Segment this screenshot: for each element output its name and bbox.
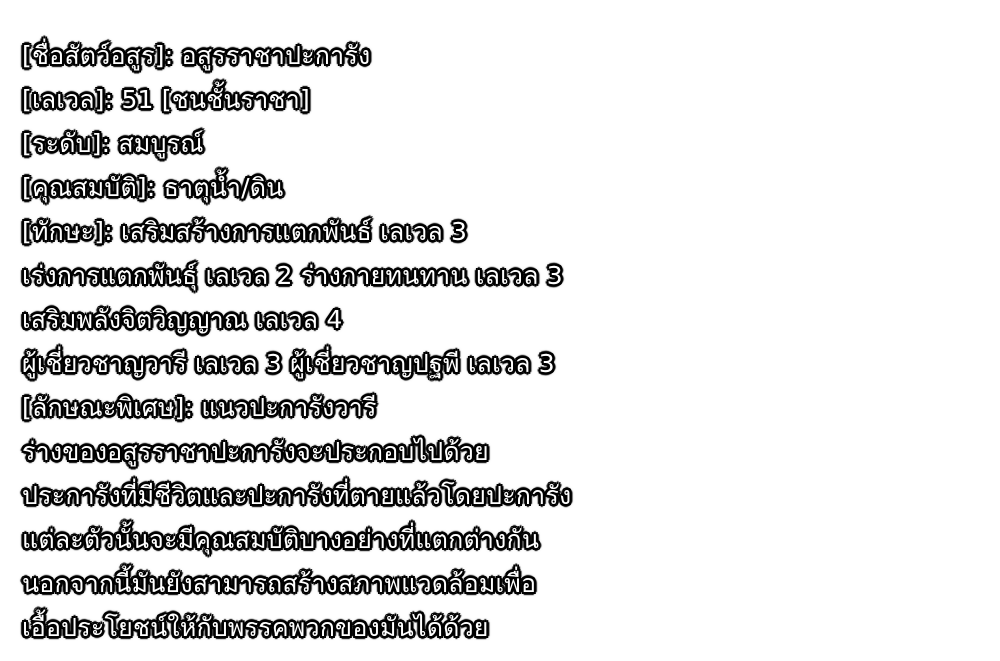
stat-line-name: [ชื่อสัตว์อสูร]: อสูรราชาปะการัง — [22, 41, 371, 70]
stat-line-description-2: ประการังที่มีชีวิตและปะการังที่ตายแล้วโดยปะการัง — [22, 481, 572, 510]
stat-line-level: [เลเวล]: 51 [ชนชั้นราชา] — [22, 85, 310, 114]
stat-line-skills-cont-3: ผู้เชี่ยวชาญวารี เลเวล 3 ผู้เชี่ยวชาญปฐพี เลเวล 3 — [22, 349, 555, 378]
stat-line-description-5: เอื้อประโยชน์ให้กับพรรคพวกของมันได้ด้วย — [22, 613, 489, 642]
stat-line-skills: [ทักษะ]: เสริมสร้างการแตกพันธ์ เลเวล 3 — [22, 217, 468, 246]
stat-line-description-3: แต่ละตัวนั้นจะมีคุณสมบัติบางอย่างที่แตกต่างกัน — [22, 525, 540, 554]
stat-line-description-4: นอกจากนี้มันยังสามารถสร้างสภาพแวดล้อมเพื่อ — [22, 569, 537, 598]
stat-line-description-1: ร่างของอสูรราชาปะการังจะประกอบไปด้วย — [22, 437, 489, 466]
stat-line-attribute: [คุณสมบัติ]: ธาตุน้ำ/ดิน — [22, 173, 284, 202]
stat-line-special-trait: [ลักษณะพิเศษ]: แนวปะการังวารี — [22, 393, 377, 422]
stat-line-grade: [ระดับ]: สมบูรณ์ — [22, 129, 204, 158]
stat-line-skills-cont-1: เร่งการแตกพันธุ์ เลเวล 2 ร่างกายทนทาน เลเวล 3 — [22, 261, 563, 290]
stat-line-skills-cont-2: เสริมพลังจิตวิญญาณ เลเวล 4 — [22, 305, 343, 334]
